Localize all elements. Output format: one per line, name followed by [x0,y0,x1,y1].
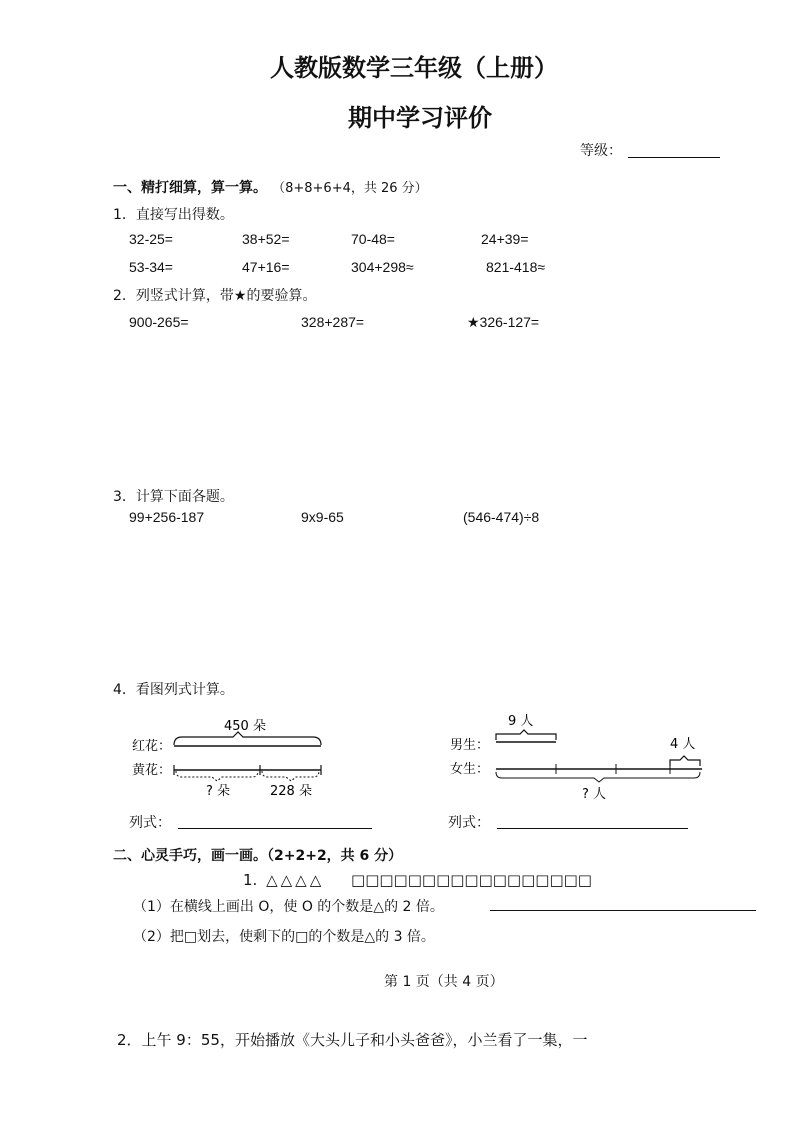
right-formula-label: 列式： [448,815,490,831]
q1-r2-c2: 47+16= [242,259,290,275]
girls-unknown-label: ? 人 [582,787,607,802]
student-diagram [448,708,710,803]
section1-header [113,177,428,197]
boys-brace [496,730,556,740]
section2-heading: 二、心灵手巧，画一画。（2+2+2，共 6 分） [113,848,403,864]
yellow-flower-label: 黄花： [132,763,172,778]
boys-label: 男生： [450,738,490,753]
triangles: △△△△ [266,871,325,889]
boys-label-value: 9 人 [508,714,534,729]
yellow-known-label: 228 朵 [270,784,312,799]
q2-item-1: 900-265= [129,314,189,330]
section1-score: （8+8+6+4，共 26 分） [272,181,428,196]
red-flower-label: 红花： [132,739,172,754]
q3-item-3: (546-474)÷8 [463,509,540,525]
q3-item-2: 9x9-65 [301,509,344,525]
q2-item-3: ★326-127= [467,314,540,330]
page-subtitle: 期中学习评价 [348,103,492,132]
q2-next-text: 2．上午 9：55，开始播放《大头儿子和小头爸爸》，小兰看了一集，一 [117,1031,588,1049]
shapes-prefix: 1. [243,871,258,889]
left-formula-blank[interactable] [178,828,372,829]
q1-r1-c4: 24+39= [481,231,529,247]
shapes-row [243,871,592,889]
section1-heading: 一、精打细算，算一算。 [113,180,267,196]
girls-total-brace [496,772,700,782]
page-title: 人教版数学三年级（上册） [270,53,558,82]
grade-label: 等级： [580,143,622,159]
q2-item-2: 328+287= [301,314,365,330]
page-number: 第 1 页（共 4 页） [384,974,504,990]
yellow-unknown-label: ? 朵 [206,784,231,799]
q1-r1-c3: 70-48= [351,231,395,247]
q1-r1-c1: 32-25= [129,231,173,247]
q3-label: 3．计算下面各题。 [113,489,234,505]
flower-diagram [128,708,328,803]
q2-label: 2．列竖式计算，带★的要验算。 [113,288,317,304]
q4-label: 4．看图列式计算。 [113,682,234,698]
right-formula-blank[interactable] [497,828,688,829]
q3-item-1: 99+256-187 [129,509,205,525]
q1-label: 1．直接写出得数。 [113,207,234,223]
yellow-unknown-brace [176,771,258,781]
extra-label: 4 人 [670,737,696,752]
grade-blank[interactable] [628,157,720,158]
q1-r2-c4: 821-418≈ [486,259,546,275]
girls-label: 女生： [450,762,490,777]
sub1-text: （1）在横线上画出 O，使 O 的个数是△的 2 倍。 [133,899,444,915]
left-formula-label: 列式： [129,815,171,831]
squares: □□□□□□□□□□□□□□□□□ [351,871,592,889]
q1-r2-c3: 304+298≈ [351,259,414,275]
yellow-known-brace [262,771,319,781]
sub2-text: （2）把□划去，使剩下的□的个数是△的 3 倍。 [133,929,435,945]
q1-r2-c1: 53-34= [129,259,173,275]
extra-brace [670,756,700,766]
flower-total-label: 450 朵 [224,719,266,734]
sub1-answer-line[interactable] [490,910,756,911]
q1-r1-c2: 38+52= [242,231,290,247]
